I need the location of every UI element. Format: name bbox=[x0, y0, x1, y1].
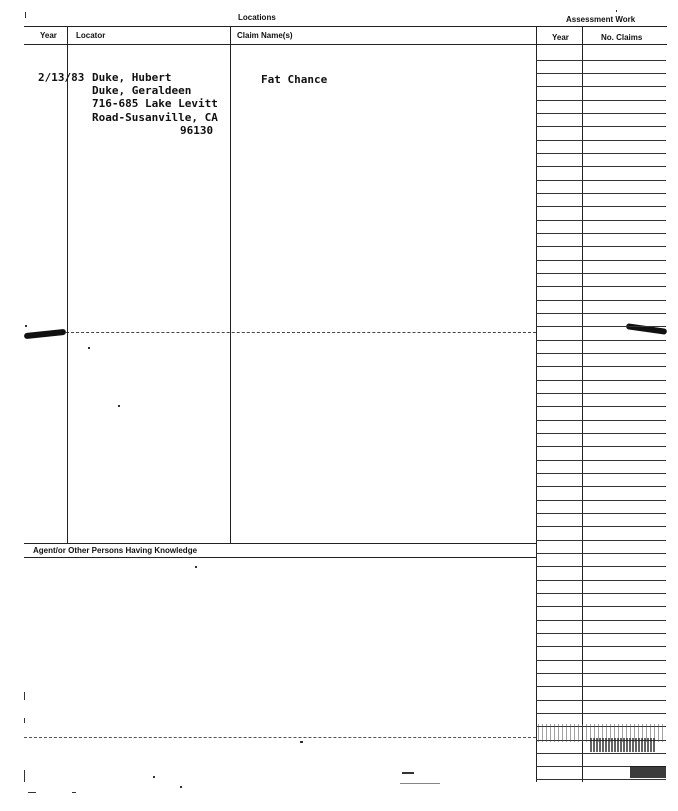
scan-speck bbox=[72, 792, 76, 793]
scan-speck bbox=[402, 772, 414, 774]
locator-line-1: Duke, Hubert bbox=[92, 71, 172, 84]
locations-header: Locations bbox=[238, 13, 276, 22]
locator-column-header: Locator bbox=[76, 31, 106, 40]
scan-speck bbox=[24, 718, 25, 723]
header-bottom-rule bbox=[24, 44, 667, 45]
locations-bottom-rule bbox=[24, 543, 536, 544]
section-divider-dashed bbox=[66, 332, 536, 333]
scan-speck bbox=[25, 12, 26, 18]
assessment-year-column-header: Year bbox=[552, 33, 569, 42]
locator-line-3: 716-685 Lake Levitt bbox=[92, 97, 218, 110]
scan-speck bbox=[88, 347, 90, 349]
binding-mark-left bbox=[24, 329, 66, 339]
binding-mark-right bbox=[626, 323, 667, 335]
scan-speck bbox=[300, 741, 303, 743]
locator-line-4: Road-Susanville, CA bbox=[92, 111, 218, 124]
assessment-work-header: Assessment Work bbox=[566, 15, 636, 24]
scan-speck bbox=[180, 786, 182, 788]
scan-speck bbox=[616, 10, 617, 12]
locator-line-5: 96130 bbox=[180, 124, 214, 137]
locator-line-2: Duke, Geraldeen bbox=[92, 84, 192, 97]
year-locator-divider bbox=[67, 26, 68, 543]
year-column-header: Year bbox=[40, 31, 57, 40]
scan-speck bbox=[25, 325, 27, 327]
claim-name: Fat Chance bbox=[261, 73, 328, 86]
scan-speck bbox=[118, 405, 120, 407]
claim-names-column-header: Claim Name(s) bbox=[237, 31, 293, 40]
scan-noise-middle bbox=[590, 738, 656, 752]
agent-label-rule bbox=[24, 557, 536, 558]
record-date: 2/13/83 bbox=[38, 71, 85, 84]
scan-speck bbox=[400, 783, 440, 784]
agent-section-label: Agent/or Other Persons Having Knowledge bbox=[33, 546, 198, 555]
scan-speck bbox=[24, 770, 25, 782]
scan-noise-lower bbox=[630, 766, 666, 778]
scan-speck bbox=[195, 566, 197, 568]
lower-scan-rule bbox=[24, 737, 536, 738]
scan-speck bbox=[24, 692, 25, 700]
scan-speck bbox=[28, 792, 36, 793]
locator-claim-divider bbox=[230, 26, 231, 543]
scan-speck bbox=[153, 776, 155, 778]
no-claims-column-header: No. Claims bbox=[601, 33, 643, 42]
header-top-rule bbox=[24, 26, 667, 27]
